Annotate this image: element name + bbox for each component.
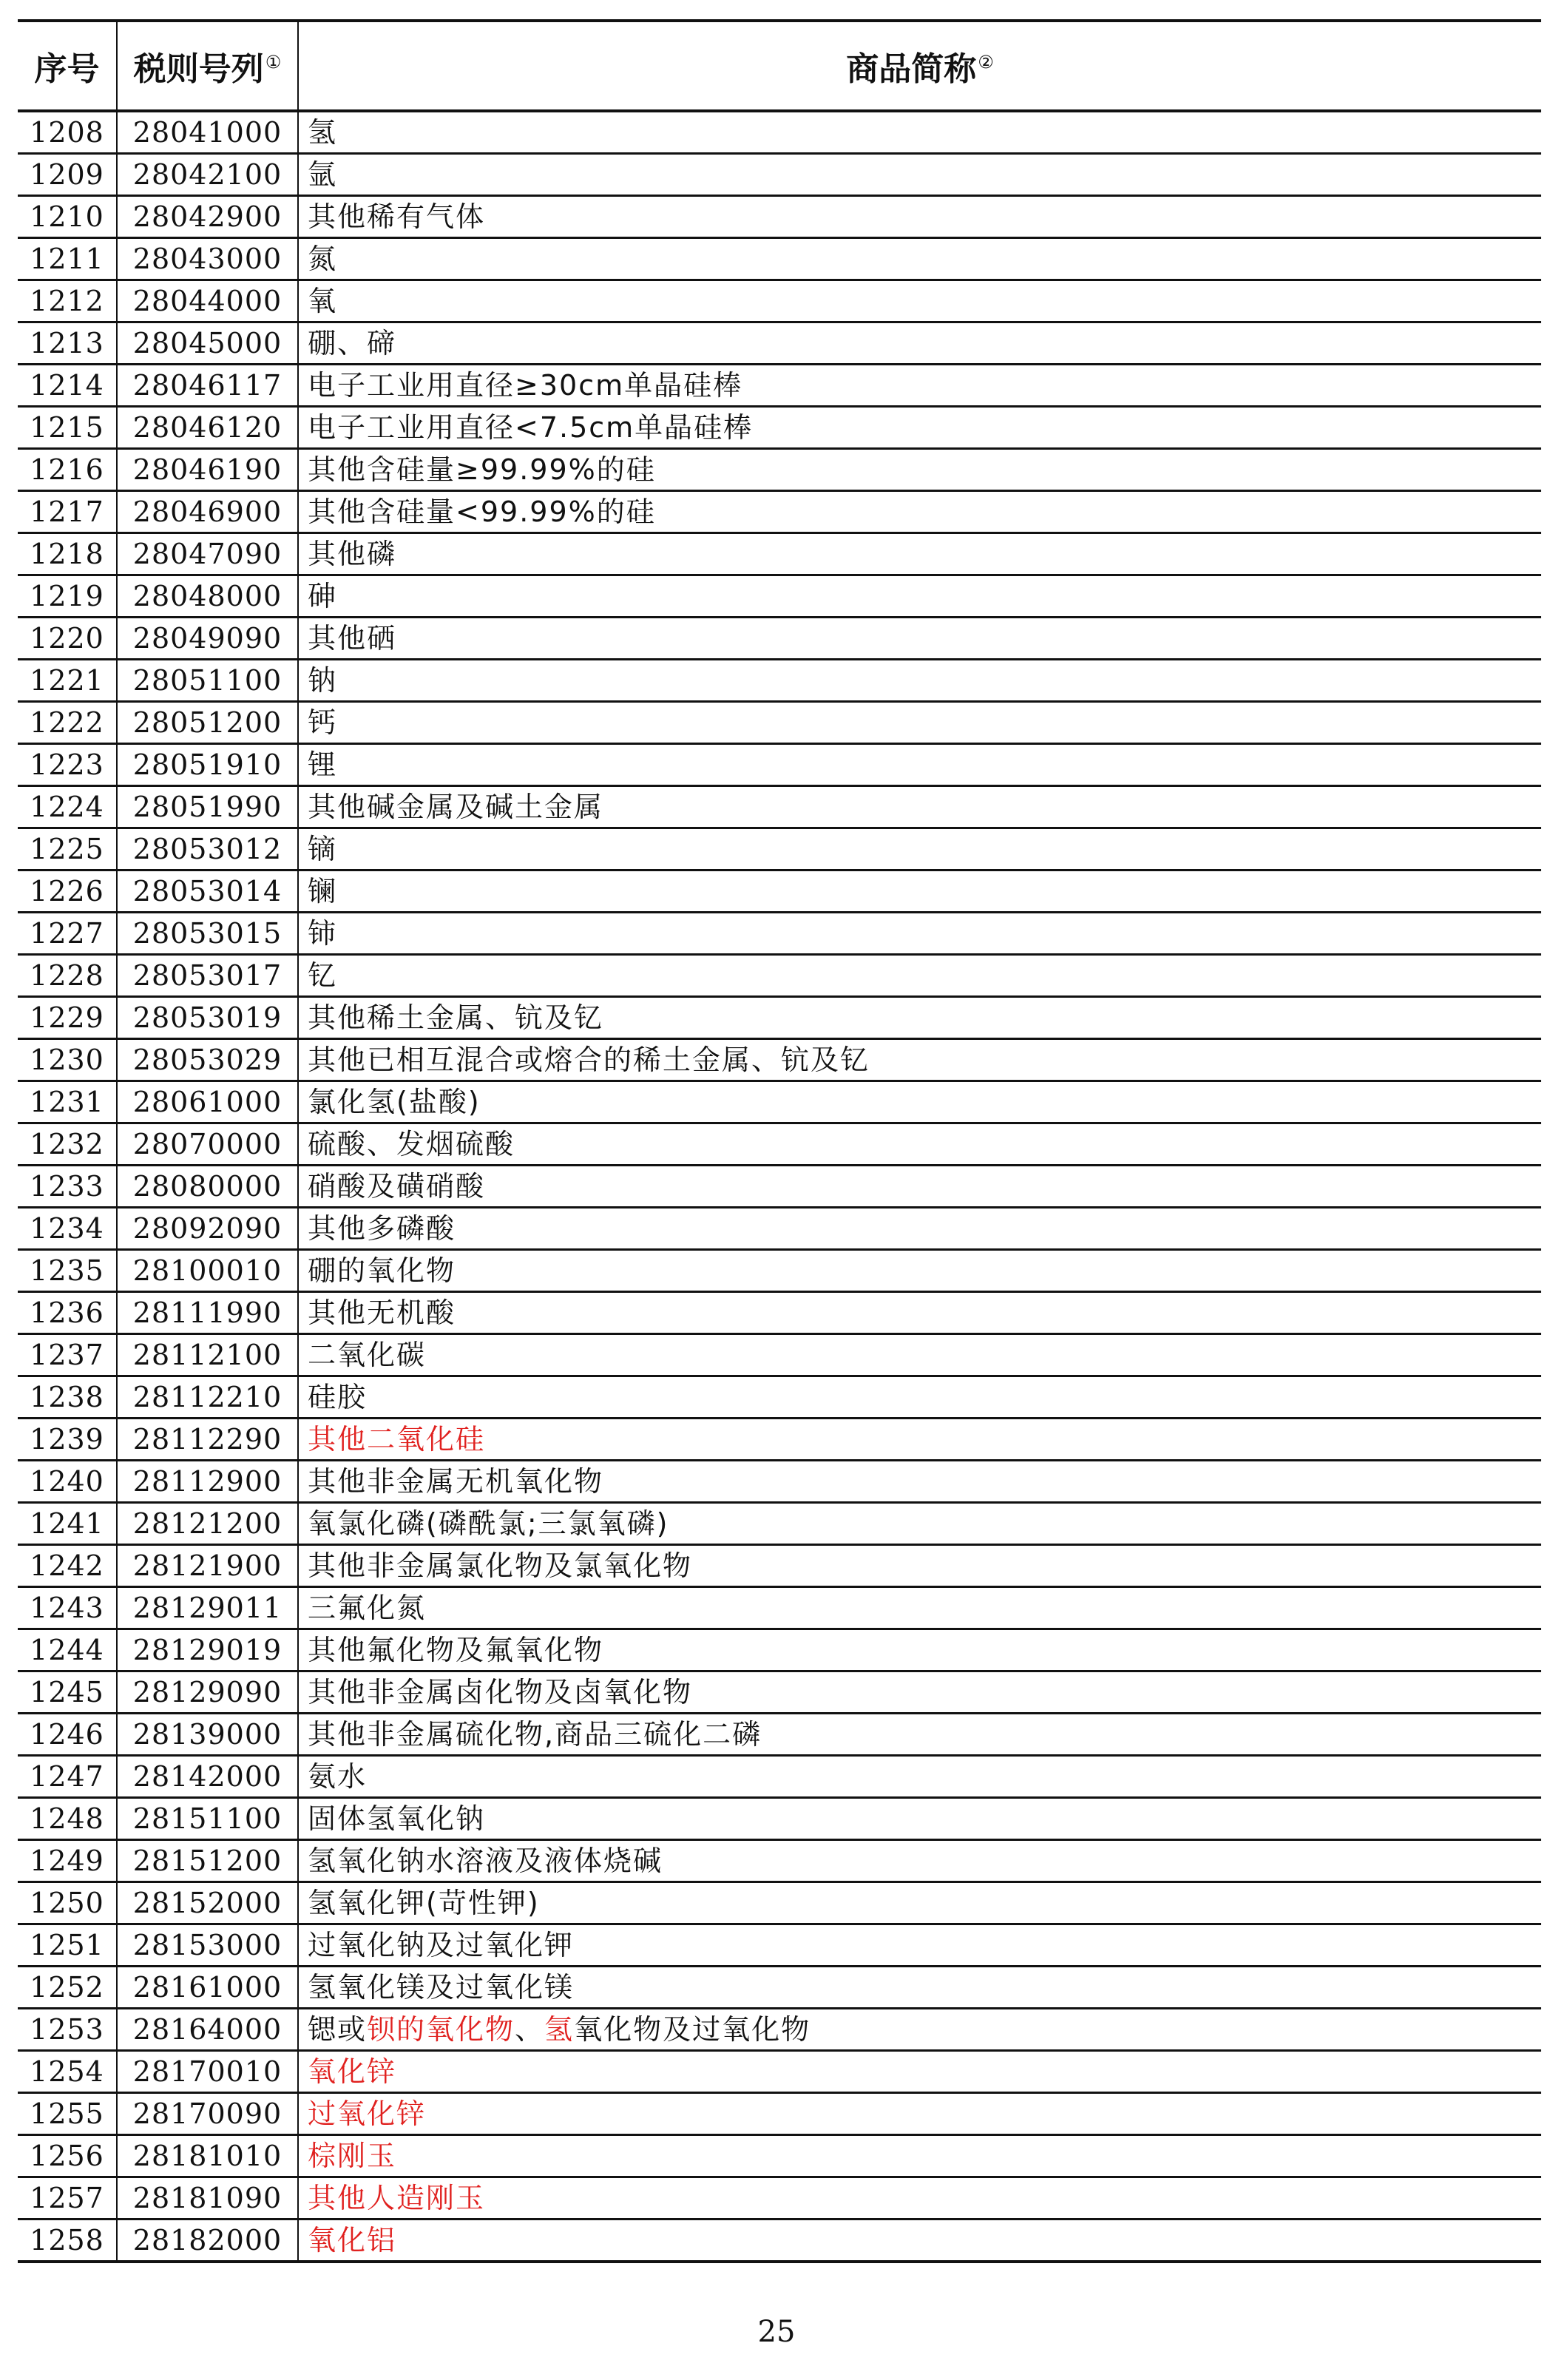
product-name-cell	[298, 2009, 1541, 2051]
tariff-code-cell: 28051100	[117, 660, 298, 702]
name-text: 锶或	[308, 2013, 368, 2046]
tariff-code-cell: 28070000	[117, 1123, 298, 1166]
tariff-table	[18, 19, 1541, 2263]
table-row	[18, 407, 1541, 449]
tariff-code-cell: 28045000	[117, 322, 298, 365]
table-row	[18, 1629, 1541, 1671]
seq-cell: 1243	[18, 1587, 117, 1629]
name-text: 其他稀有气体	[308, 200, 486, 233]
product-name-cell	[298, 1967, 1541, 2009]
product-name-cell	[298, 1629, 1541, 1671]
name-text: 其他非金属无机氧化物	[308, 1465, 604, 1498]
product-name-cell	[298, 1123, 1541, 1166]
product-name-cell	[298, 1671, 1541, 1714]
product-name-cell	[298, 322, 1541, 365]
product-name-cell	[298, 575, 1541, 618]
table-row	[18, 2177, 1541, 2220]
seq-cell: 1238	[18, 1376, 117, 1419]
tariff-code-cell: 28061000	[117, 1081, 298, 1123]
seq-cell: 1222	[18, 702, 117, 744]
seq-cell: 1239	[18, 1419, 117, 1461]
product-name-cell	[298, 1419, 1541, 1461]
tariff-code-cell: 28051200	[117, 702, 298, 744]
name-text: 其他碱金属及碱土金属	[308, 791, 604, 823]
table-row	[18, 786, 1541, 828]
table-row	[18, 280, 1541, 322]
product-name-cell	[298, 365, 1541, 407]
tariff-code-cell: 28151200	[117, 1840, 298, 1882]
table-header	[18, 21, 1541, 111]
tariff-code-cell: 28152000	[117, 1882, 298, 1924]
product-name-cell	[298, 407, 1541, 449]
name-text: 二氧化碳	[308, 1339, 427, 1371]
name-text: 硫酸、发烟硫酸	[308, 1128, 515, 1160]
name-text: 电子工业用直径≥30cm单晶硅棒	[308, 369, 743, 402]
product-name-cell	[298, 660, 1541, 702]
table-row	[18, 491, 1541, 533]
name-text: 镝	[308, 833, 338, 865]
table-row	[18, 1545, 1541, 1587]
name-text: 钇	[308, 959, 338, 992]
name-text: 硅胶	[308, 1381, 368, 1413]
seq-cell: 1257	[18, 2177, 117, 2220]
name-text: 、	[515, 2013, 545, 2046]
product-name-cell	[298, 955, 1541, 997]
product-name-cell	[298, 1882, 1541, 1924]
name-text: 氩	[308, 158, 338, 191]
name-text: 锂	[308, 748, 338, 781]
seq-cell: 1215	[18, 407, 117, 449]
page-number: 25	[757, 2315, 796, 2349]
tariff-code-cell: 28121900	[117, 1545, 298, 1587]
tariff-code-cell: 28139000	[117, 1714, 298, 1756]
tariff-code-cell: 28042900	[117, 196, 298, 238]
seq-cell: 1223	[18, 744, 117, 786]
tariff-table-sheet	[18, 19, 1541, 2263]
tariff-code-cell: 28042100	[117, 154, 298, 196]
table-row	[18, 1671, 1541, 1714]
name-text: 氢氧化钾(苛性钾)	[308, 1887, 540, 1919]
table-row	[18, 365, 1541, 407]
seq-cell: 1226	[18, 870, 117, 913]
product-name-cell	[298, 1587, 1541, 1629]
seq-cell: 1241	[18, 1503, 117, 1545]
table-row	[18, 744, 1541, 786]
seq-cell: 1228	[18, 955, 117, 997]
name-text: 氢	[308, 116, 338, 149]
table-row	[18, 1756, 1541, 1798]
name-text: 其他非金属卤化物及卤氧化物	[308, 1676, 693, 1708]
tariff-code-cell: 28049090	[117, 618, 298, 660]
table-row	[18, 575, 1541, 618]
header-name: 商品简称②	[298, 21, 1541, 111]
name-text: 其他多磷酸	[308, 1212, 456, 1245]
header-code: 税则号列①	[117, 21, 298, 111]
seq-cell: 1248	[18, 1798, 117, 1840]
seq-cell: 1250	[18, 1882, 117, 1924]
table-row	[18, 2135, 1541, 2177]
product-name-cell	[298, 2051, 1541, 2093]
table-row	[18, 1376, 1541, 1419]
name-text: 其他非金属硫化物,商品三硫化二磷	[308, 1718, 762, 1751]
highlighted-text: 氢	[544, 2013, 575, 2046]
seq-cell: 1227	[18, 913, 117, 955]
product-name-cell	[298, 491, 1541, 533]
table-row	[18, 997, 1541, 1039]
tariff-code-cell: 28129019	[117, 1629, 298, 1671]
seq-cell: 1212	[18, 280, 117, 322]
table-row	[18, 1208, 1541, 1250]
highlighted-text: 氧化锌	[308, 2055, 397, 2088]
tariff-code-cell: 28051910	[117, 744, 298, 786]
name-text: 氨水	[308, 1760, 368, 1793]
name-text: 氯化氢(盐酸)	[308, 1086, 481, 1118]
product-name-cell	[298, 1081, 1541, 1123]
tariff-code-cell: 28047090	[117, 533, 298, 575]
product-name-cell	[298, 1714, 1541, 1756]
tariff-code-cell: 28043000	[117, 238, 298, 280]
seq-cell: 1246	[18, 1714, 117, 1756]
seq-cell: 1247	[18, 1756, 117, 1798]
seq-cell: 1217	[18, 491, 117, 533]
name-text: 其他已相互混合或熔合的稀土金属、钪及钇	[308, 1044, 870, 1076]
seq-cell: 1219	[18, 575, 117, 618]
header-row	[18, 21, 1541, 111]
tariff-code-cell: 28129090	[117, 1671, 298, 1714]
seq-cell: 1255	[18, 2093, 117, 2135]
seq-cell: 1240	[18, 1461, 117, 1503]
tariff-code-cell: 28170010	[117, 2051, 298, 2093]
product-name-cell	[298, 870, 1541, 913]
tariff-code-cell: 28164000	[117, 2009, 298, 2051]
table-row	[18, 1123, 1541, 1166]
seq-cell: 1221	[18, 660, 117, 702]
product-name-cell	[298, 1798, 1541, 1840]
product-name-cell	[298, 1503, 1541, 1545]
name-text: 钙	[308, 706, 338, 739]
table-row	[18, 1840, 1541, 1882]
tariff-code-cell: 28121200	[117, 1503, 298, 1545]
name-text: 硼的氧化物	[308, 1254, 456, 1287]
name-text: 氧化物及过氧化物	[574, 2013, 811, 2046]
seq-cell: 1254	[18, 2051, 117, 2093]
tariff-code-cell: 28053015	[117, 913, 298, 955]
seq-cell: 1235	[18, 1250, 117, 1292]
highlighted-text: 过氧化锌	[308, 2097, 427, 2130]
highlighted-text: 棕刚玉	[308, 2140, 397, 2172]
product-name-cell	[298, 1334, 1541, 1376]
seq-cell: 1230	[18, 1039, 117, 1081]
seq-cell: 1229	[18, 997, 117, 1039]
tariff-code-cell: 28046120	[117, 407, 298, 449]
product-name-cell	[298, 111, 1541, 154]
table-row	[18, 1419, 1541, 1461]
name-text: 氢氧化镁及过氧化镁	[308, 1971, 575, 2004]
seq-cell: 1249	[18, 1840, 117, 1882]
product-name-cell	[298, 2135, 1541, 2177]
table-row	[18, 238, 1541, 280]
tariff-code-cell: 28112100	[117, 1334, 298, 1376]
table-row	[18, 618, 1541, 660]
product-name-cell	[298, 1756, 1541, 1798]
tariff-code-cell: 28100010	[117, 1250, 298, 1292]
table-row	[18, 2051, 1541, 2093]
product-name-cell	[298, 997, 1541, 1039]
tariff-code-cell: 28181090	[117, 2177, 298, 2220]
seq-cell: 1224	[18, 786, 117, 828]
seq-cell: 1208	[18, 111, 117, 154]
table-row	[18, 2220, 1541, 2262]
name-text: 其他含硅量<99.99%的硅	[308, 496, 656, 528]
table-row	[18, 1967, 1541, 2009]
highlighted-text: 其他人造刚玉	[308, 2182, 486, 2214]
product-name-cell	[298, 744, 1541, 786]
table-row	[18, 870, 1541, 913]
seq-cell: 1258	[18, 2220, 117, 2262]
product-name-cell	[298, 1924, 1541, 1967]
product-name-cell	[298, 1376, 1541, 1419]
seq-cell: 1213	[18, 322, 117, 365]
table-row	[18, 1924, 1541, 1967]
name-text: 其他非金属氯化物及氯氧化物	[308, 1549, 693, 1582]
tariff-code-cell: 28053019	[117, 997, 298, 1039]
seq-cell: 1210	[18, 196, 117, 238]
seq-cell: 1216	[18, 449, 117, 491]
name-text: 铈	[308, 917, 338, 950]
seq-cell: 1242	[18, 1545, 117, 1587]
product-name-cell	[298, 280, 1541, 322]
table-row	[18, 1714, 1541, 1756]
highlighted-text: 其他二氧化硅	[308, 1423, 486, 1456]
name-text: 砷	[308, 580, 338, 612]
product-name-cell	[298, 449, 1541, 491]
tariff-code-cell: 28112210	[117, 1376, 298, 1419]
table-row	[18, 1039, 1541, 1081]
tariff-code-cell: 28092090	[117, 1208, 298, 1250]
table-row	[18, 1798, 1541, 1840]
table-row	[18, 196, 1541, 238]
name-text: 三氟化氮	[308, 1592, 427, 1624]
table-row	[18, 111, 1541, 154]
tariff-code-cell: 28046190	[117, 449, 298, 491]
table-row	[18, 449, 1541, 491]
seq-cell: 1225	[18, 828, 117, 870]
product-name-cell	[298, 238, 1541, 280]
product-name-cell	[298, 2093, 1541, 2135]
product-name-cell	[298, 1292, 1541, 1334]
table-row	[18, 2093, 1541, 2135]
table-row	[18, 154, 1541, 196]
seq-cell: 1209	[18, 154, 117, 196]
product-name-cell	[298, 2177, 1541, 2220]
tariff-code-cell: 28112290	[117, 1419, 298, 1461]
name-text: 其他稀土金属、钪及钇	[308, 1001, 604, 1034]
name-text: 其他磷	[308, 538, 397, 570]
tariff-code-cell: 28044000	[117, 280, 298, 322]
seq-cell: 1231	[18, 1081, 117, 1123]
product-name-cell	[298, 1840, 1541, 1882]
product-name-cell	[298, 1250, 1541, 1292]
tariff-code-cell: 28048000	[117, 575, 298, 618]
tariff-code-cell: 28053029	[117, 1039, 298, 1081]
product-name-cell	[298, 1208, 1541, 1250]
tariff-code-cell: 28112900	[117, 1461, 298, 1503]
tariff-code-cell: 28142000	[117, 1756, 298, 1798]
seq-cell: 1218	[18, 533, 117, 575]
tariff-code-cell: 28181010	[117, 2135, 298, 2177]
table-row	[18, 2009, 1541, 2051]
table-row	[18, 1503, 1541, 1545]
product-name-cell	[298, 2220, 1541, 2262]
tariff-code-cell: 28111990	[117, 1292, 298, 1334]
product-name-cell	[298, 618, 1541, 660]
name-text: 电子工业用直径<7.5cm单晶硅棒	[308, 411, 754, 444]
name-text: 其他硒	[308, 622, 397, 655]
tariff-code-cell: 28170090	[117, 2093, 298, 2135]
product-name-cell	[298, 828, 1541, 870]
name-text: 氢氧化钠水溶液及液体烧碱	[308, 1845, 663, 1877]
seq-cell: 1236	[18, 1292, 117, 1334]
product-name-cell	[298, 196, 1541, 238]
product-name-cell	[298, 786, 1541, 828]
seq-cell: 1245	[18, 1671, 117, 1714]
name-text: 其他无机酸	[308, 1297, 456, 1329]
seq-cell: 1211	[18, 238, 117, 280]
tariff-code-cell: 28129011	[117, 1587, 298, 1629]
table-row	[18, 1166, 1541, 1208]
tariff-code-cell: 28153000	[117, 1924, 298, 1967]
name-text: 镧	[308, 875, 338, 907]
product-name-cell	[298, 154, 1541, 196]
table-row	[18, 1587, 1541, 1629]
highlighted-text: 氧化铝	[308, 2224, 397, 2256]
seq-cell: 1233	[18, 1166, 117, 1208]
tariff-code-cell: 28182000	[117, 2220, 298, 2262]
table-row	[18, 1461, 1541, 1503]
table-row	[18, 955, 1541, 997]
product-name-cell	[298, 533, 1541, 575]
name-text: 硼、碲	[308, 327, 397, 359]
seq-cell: 1256	[18, 2135, 117, 2177]
product-name-cell	[298, 1166, 1541, 1208]
tariff-code-cell: 28080000	[117, 1166, 298, 1208]
tariff-code-cell: 28041000	[117, 111, 298, 154]
seq-cell: 1253	[18, 2009, 117, 2051]
product-name-cell	[298, 1461, 1541, 1503]
tariff-code-cell: 28161000	[117, 1967, 298, 2009]
header-seq: 序号	[18, 21, 117, 111]
seq-cell: 1251	[18, 1924, 117, 1967]
table-row	[18, 322, 1541, 365]
table-row	[18, 660, 1541, 702]
tariff-code-cell: 28053012	[117, 828, 298, 870]
product-name-cell	[298, 1039, 1541, 1081]
name-text: 过氧化钠及过氧化钾	[308, 1929, 575, 1961]
product-name-cell	[298, 702, 1541, 744]
table-row	[18, 1250, 1541, 1292]
seq-cell: 1232	[18, 1123, 117, 1166]
table-row	[18, 702, 1541, 744]
tariff-code-cell: 28151100	[117, 1798, 298, 1840]
table-body	[18, 111, 1541, 2262]
seq-cell: 1244	[18, 1629, 117, 1671]
name-text: 氧	[308, 285, 338, 317]
name-text: 其他含硅量≥99.99%的硅	[308, 453, 656, 486]
name-text: 硝酸及磺硝酸	[308, 1170, 486, 1203]
footnote-marker-2: ②	[978, 52, 994, 73]
product-name-cell	[298, 913, 1541, 955]
seq-cell: 1214	[18, 365, 117, 407]
seq-cell: 1220	[18, 618, 117, 660]
tariff-code-cell: 28051990	[117, 786, 298, 828]
footnote-marker-1: ①	[265, 52, 282, 73]
highlighted-text: 钡的氧化物	[367, 2013, 515, 2046]
seq-cell: 1252	[18, 1967, 117, 2009]
name-text: 氧氯化磷(磷酰氯;三氯氧磷)	[308, 1507, 669, 1540]
table-row	[18, 1292, 1541, 1334]
tariff-code-cell: 28053014	[117, 870, 298, 913]
name-text: 固体氢氧化钠	[308, 1802, 486, 1835]
name-text: 其他氟化物及氟氧化物	[308, 1634, 604, 1666]
table-row	[18, 828, 1541, 870]
table-row	[18, 1081, 1541, 1123]
seq-cell: 1234	[18, 1208, 117, 1250]
name-text: 氮	[308, 243, 338, 275]
table-row	[18, 533, 1541, 575]
table-row	[18, 1334, 1541, 1376]
product-name-cell	[298, 1545, 1541, 1587]
tariff-code-cell: 28053017	[117, 955, 298, 997]
tariff-code-cell: 28046900	[117, 491, 298, 533]
seq-cell: 1237	[18, 1334, 117, 1376]
table-row	[18, 913, 1541, 955]
tariff-code-cell: 28046117	[117, 365, 298, 407]
name-text: 钠	[308, 664, 338, 697]
table-row	[18, 1882, 1541, 1924]
